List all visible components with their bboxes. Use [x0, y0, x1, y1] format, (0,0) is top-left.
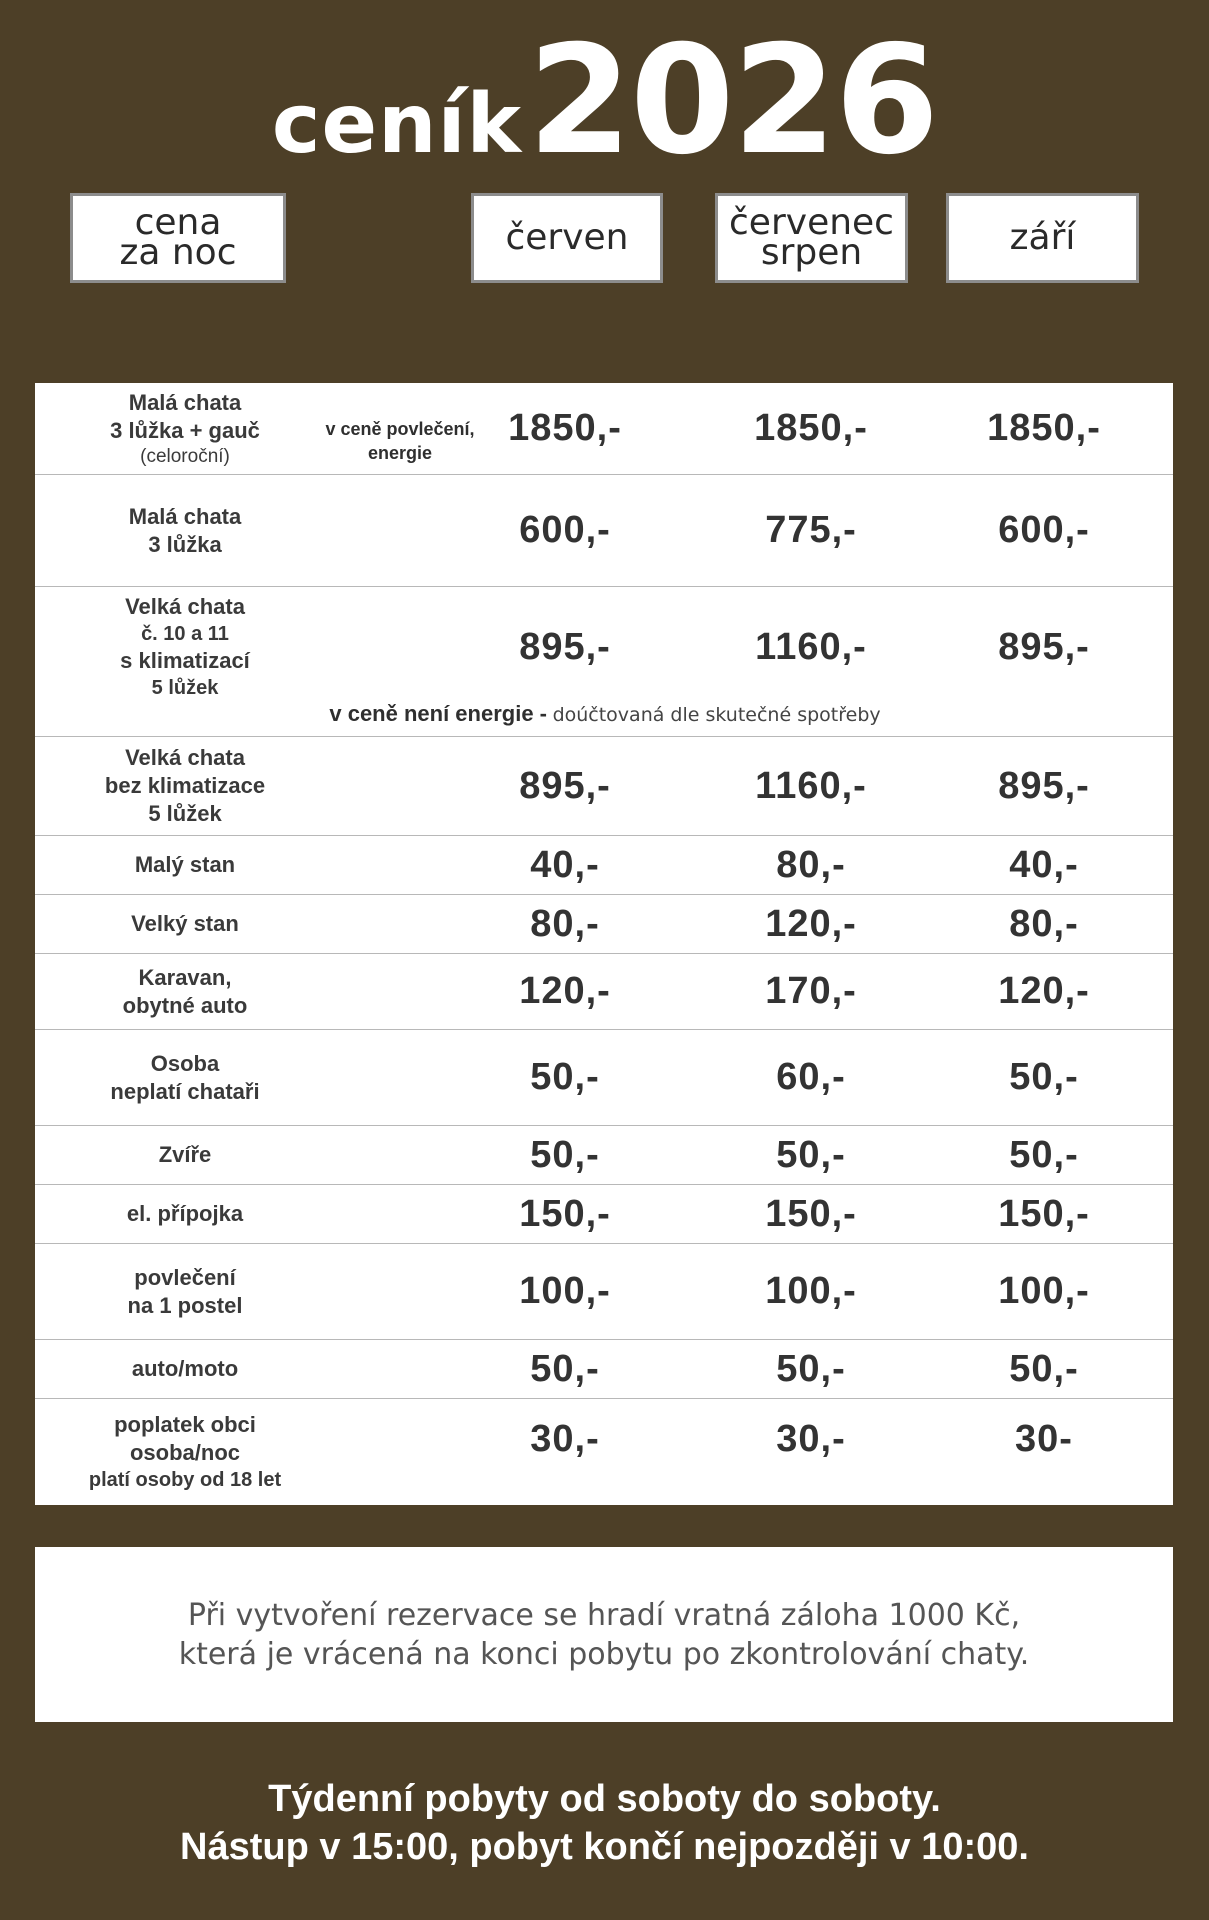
row-label: poplatek obci osoba/noc platí osoby od 18 let — [88, 1412, 282, 1491]
price-july-august: 170,- — [765, 970, 857, 1012]
table-row — [35, 1244, 1173, 1340]
row-label: Osoba neplatí chataři — [110, 1050, 260, 1104]
price-july-august: 120,- — [765, 902, 857, 945]
table-row — [35, 895, 1173, 954]
price-july-august: 50,- — [776, 1133, 846, 1176]
stay-info-line-2: Nástup v 15:00, pobyt končí nejpozději v 10:00. — [180, 1826, 1029, 1868]
price-june: 150,- — [519, 1192, 611, 1235]
row-label: Zvíře — [158, 1142, 212, 1167]
row-label: Malá chata 3 lůžka + gauč (celoroční) — [110, 389, 260, 467]
price-july-august: 50,- — [776, 1347, 846, 1390]
price-september: 895,- — [998, 764, 1090, 807]
stay-info — [0, 1775, 1209, 1871]
header-september-label: září — [1009, 217, 1076, 258]
title-word: ceník — [271, 77, 523, 172]
table-row — [35, 475, 1173, 587]
header-august-label: srpen — [760, 232, 863, 273]
price-july-august: 30,- — [776, 1417, 846, 1460]
price-june: 120,- — [519, 970, 611, 1012]
price-june: 80,- — [530, 902, 600, 945]
header-june-label: červen — [505, 217, 629, 258]
row-label: povlečení na 1 postel — [127, 1264, 243, 1318]
row-label: Malá chata 3 lůžka — [128, 503, 242, 557]
price-july-august: 150,- — [765, 1192, 857, 1235]
deposit-info-line-1: Při vytvoření rezervace se hradí vratná záloha 1000 Kč, — [187, 1597, 1021, 1633]
header-july-august — [715, 193, 908, 283]
stay-info-line-1: Týdenní pobyty od soboty do soboty. — [268, 1778, 941, 1820]
price-july-august: 1160,- — [755, 625, 867, 668]
price-june: 895,- — [519, 625, 611, 668]
price-july-august: 775,- — [765, 509, 857, 551]
price-july-august: 80,- — [776, 843, 846, 886]
table-row — [35, 1126, 1173, 1185]
row-label: Velký stan — [131, 911, 239, 936]
price-july-august: 1850,- — [754, 407, 868, 449]
price-september: 50,- — [1009, 1133, 1079, 1176]
price-september: 40,- — [1009, 843, 1079, 886]
price-september: 1850,- — [987, 407, 1101, 449]
energy-note: v ceně není energie - doúčtovaná dle skutečné spotřeby — [329, 701, 881, 726]
price-june: 40,- — [530, 843, 600, 886]
deposit-info-line-2: která je vrácená na konci pobytu po zkontrolování chaty. — [178, 1636, 1030, 1672]
table-row — [35, 737, 1173, 836]
price-june: 895,- — [519, 764, 611, 807]
row-label: Karavan, obytné auto — [122, 964, 248, 1018]
price-table — [35, 383, 1173, 1505]
price-june: 50,- — [530, 1133, 600, 1176]
header-july-label: červenec — [729, 202, 894, 243]
table-row — [35, 836, 1173, 895]
price-september: 895,- — [998, 625, 1090, 668]
row-label: el. přípojka — [126, 1201, 244, 1226]
price-june: 30,- — [530, 1417, 600, 1460]
price-september: 30- — [1015, 1417, 1073, 1460]
price-september: 50,- — [1009, 1347, 1079, 1390]
price-june: 50,- — [530, 1347, 600, 1390]
table-row — [35, 1030, 1173, 1126]
header-price-line-2: za noc — [119, 232, 237, 273]
price-september: 50,- — [1009, 1056, 1079, 1098]
header-september — [946, 193, 1139, 283]
header-price-line-1: cena — [134, 202, 222, 243]
price-september: 100,- — [998, 1270, 1090, 1312]
price-july-august: 60,- — [776, 1056, 846, 1098]
row-label: Malý stan — [134, 852, 236, 877]
header-price-per-night — [70, 193, 286, 283]
row-label: Velká chata bez klimatizace 5 lůžek — [104, 745, 266, 826]
price-june: 50,- — [530, 1056, 600, 1098]
table-row — [35, 954, 1173, 1030]
page-title — [0, 14, 1209, 188]
row-label: Velká chata č. 10 a 11 s klimatizací 5 lůžek — [120, 594, 250, 699]
price-september: 600,- — [998, 509, 1090, 551]
price-september: 150,- — [998, 1192, 1090, 1235]
table-row — [35, 383, 1173, 475]
deposit-info — [35, 1547, 1173, 1722]
title-year: 2026 — [527, 14, 938, 188]
table-row — [35, 587, 1173, 737]
header-june — [471, 193, 663, 283]
table-row — [35, 1399, 1173, 1505]
price-september: 120,- — [998, 970, 1090, 1012]
price-june: 100,- — [519, 1270, 611, 1312]
price-september: 80,- — [1009, 902, 1079, 945]
table-row — [35, 1185, 1173, 1244]
row-note: v ceně povlečení, energie — [325, 419, 475, 463]
price-june: 600,- — [519, 509, 611, 551]
table-row — [35, 1340, 1173, 1399]
price-june: 1850,- — [508, 407, 622, 449]
price-july-august: 1160,- — [755, 764, 867, 807]
row-label: auto/moto — [131, 1356, 239, 1381]
price-july-august: 100,- — [765, 1270, 857, 1312]
